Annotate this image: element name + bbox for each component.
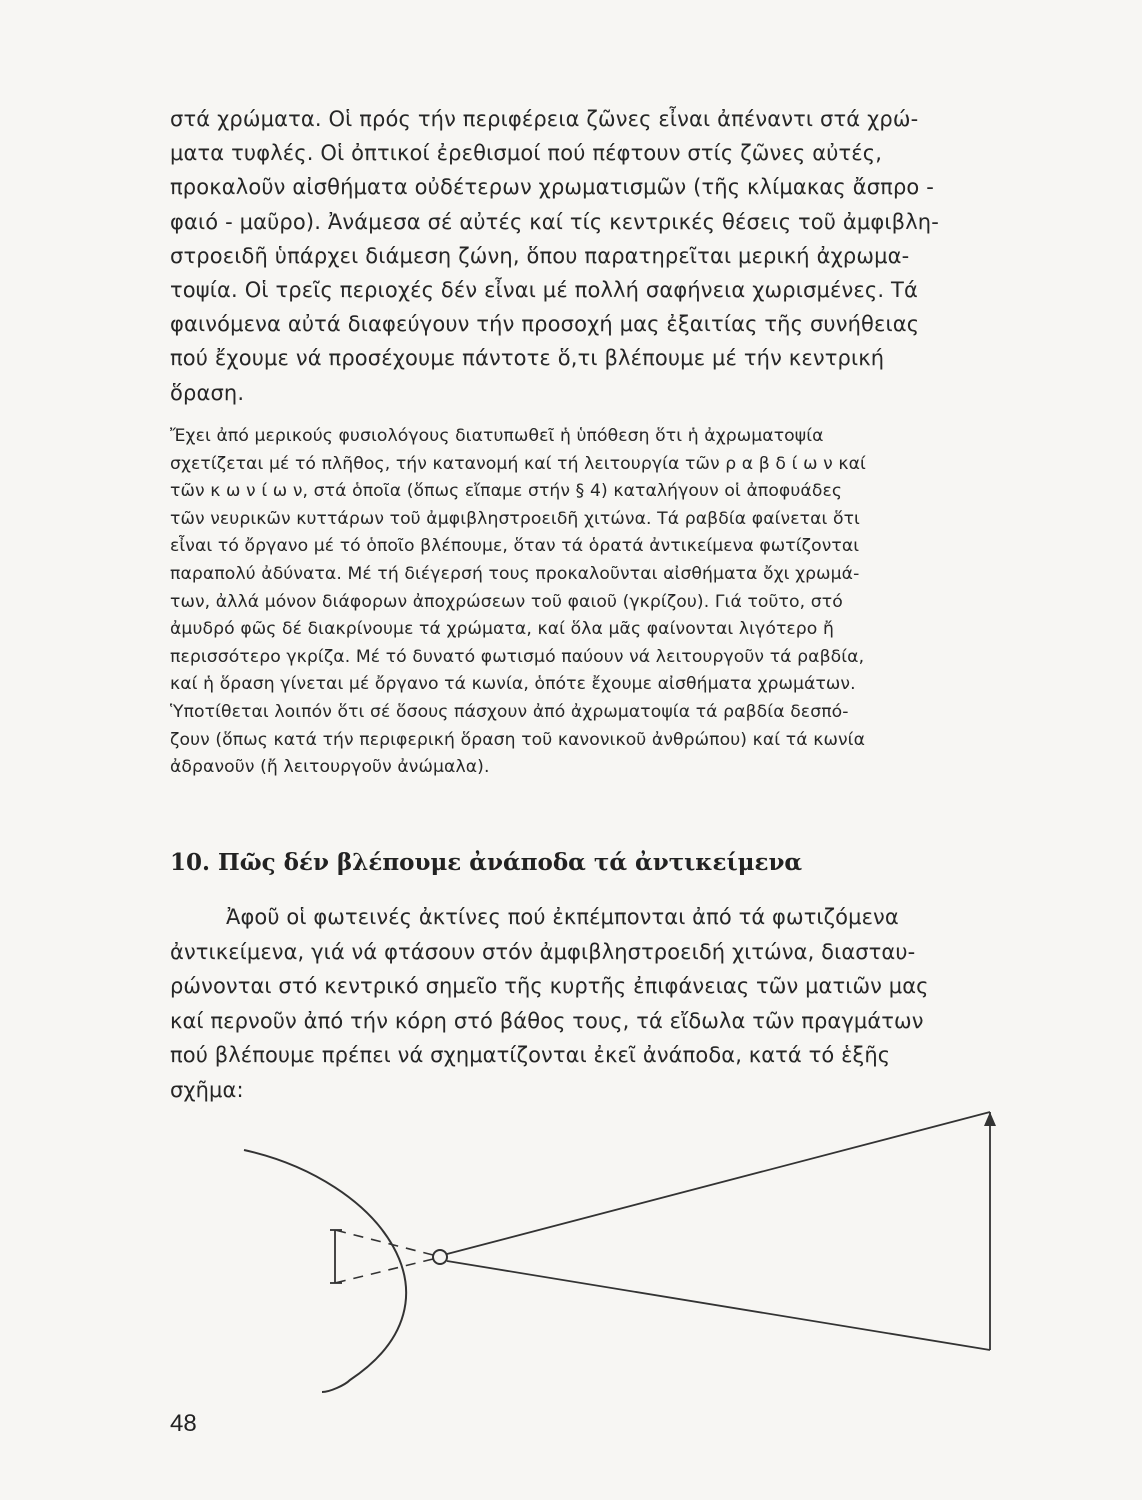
text-line: σχῆμα: (170, 1077, 244, 1102)
ray-upper (447, 1112, 990, 1254)
text-line: Ὑποτίθεται λοιπόν ὅτι σέ ὅσους πάσχουν ἀπό ἀχρωματοψία τά ραβδία δεσπό- (170, 701, 849, 722)
text-line: καί περνοῦν ἀπό τήν κόρη στό βάθος τους, τά εἴδωλα τῶν πραγμάτων (170, 1008, 924, 1033)
text-line: φαινόμενα αὐτά διαφεύγουν τήν προσοχή μας ἐξαιτίας τῆς συνήθειας (170, 312, 920, 337)
text-line: περισσότερο γκρίζα. Μέ τό δυνατό φωτισμό παύουν νά λειτουργοῦν τά ραβδία, (170, 646, 865, 667)
text-line: πού βλέπουμε πρέπει νά σχηματίζονται ἐκεῖ ἀνάποδα, κατά τό ἑξῆς (170, 1043, 891, 1068)
text-line: τοψία. Οἱ τρεῖς περιοχές δέν εἶναι μέ πολλή σαφήνεια χωρισμένες. Τά (170, 278, 918, 303)
text-line: εἶναι τό ὄργανο μέ τό ὁποῖο βλέπουμε, ὅταν τά ὁρατά ἀντικείμενα φωτίζονται (170, 536, 860, 557)
text-line: στροειδῆ ὑπάρχει διάμεση ζώνη, ὅπου παρατηρεῖται μερική ἀχρωμα- (170, 243, 910, 268)
text-line: προκαλοῦν αἰσθήματα οὐδέτερων χρωματισμῶν (τῆς κλίμακας ἄσπρο - (170, 175, 934, 200)
ray-lower (447, 1261, 990, 1350)
text-line: στά χρώματα. Οἱ πρός τήν περιφέρεια ζῶνες εἶναι ἀπέναντι στά χρώ- (170, 107, 919, 131)
ray-dashed-upper (335, 1259, 433, 1283)
pupil-point (433, 1250, 447, 1264)
text-line: ματα τυφλές. Οἱ ὀπτικοί ἐρεθισμοί πού πέφτουν στίς ζῶνες αὐτές, (170, 141, 883, 166)
text-line: ἀμυδρό φῶς δέ διακρίνουμε τά χρώματα, καί ὅλα μᾶς φαίνονται λιγότερο ἤ (170, 619, 834, 640)
text-line: Ἀφοῦ οἱ φωτεινές ἀκτίνες πού ἐκπέμπονται ἀπό τά φωτιζόμενα (226, 905, 899, 929)
section-heading: 10. Πῶς δέν βλέπουμε ἀνάποδα τά ἀντικείμενα (170, 849, 803, 876)
eye-retina-arc (244, 1150, 406, 1392)
text-line: ρώνονται στό κεντρικό σημεῖο τῆς κυρτῆς ἐπιφάνειας τῶν ματιῶν μας (170, 974, 929, 999)
text-line: Ἔχει ἀπό μερικούς φυσιολόγους διατυπωθεῖ ἡ ὑπόθεση ὅτι ἡ ἀχρωματοψία (170, 426, 824, 446)
text-line: καί ἡ ὅραση γίνεται μέ ὄργανο τά κωνία, ὁπότε ἔχουμε αἰσθήματα χρωμάτων. (170, 674, 856, 695)
text-line: ἀντικείμενα, γιά νά φτάσουν στόν ἀμφιβληστροειδή χιτώνα, διασταυ- (170, 939, 916, 964)
text-line: τῶν κ ω ν ί ω ν, στά ὁποῖα (ὅπως εἴπαμε στήν § 4) καταλήγουν οἱ ἀποφυάδες (170, 481, 843, 502)
object-arrow-head (984, 1112, 996, 1126)
text-line: ζουν (ὅπως κατά τήν περιφερική ὅραση τοῦ κανονικοῦ ἀνθρώπου) καί τά κωνία (170, 729, 865, 750)
text-line: ἀδρανοῦν (ἤ λειτουργοῦν ἀνώμαλα). (170, 757, 490, 778)
text-line: τῶν νευρικῶν κυττάρων τοῦ ἀμφιβληστροειδῆ χιτώνα. Τά ραβδία φαίνεται ὅτι (170, 508, 860, 529)
text-line: ὅραση. (170, 380, 245, 405)
text-line: φαιό - μαῦρο). Ἀνάμεσα σέ αὐτές καί τίς κεντρικές θέσεις τοῦ ἀμφιβλη- (170, 209, 939, 234)
text-line: παραπολύ ἀδύνατα. Μέ τή διέγερσή τους προκαλοῦνται αἰσθήματα ὄχι χρωμά- (170, 563, 860, 584)
text-line: των, ἀλλά μόνον διάφορων ἀποχρώσεων τοῦ φαιοῦ (γκρίζου). Γιά τοῦτο, στό (170, 591, 843, 612)
text-line: πού ἔχουμε νά προσέχουμε πάντοτε ὅ,τι βλέπουμε μέ τήν κεντρική (170, 346, 885, 371)
page-number: 48 (170, 1410, 197, 1437)
text-line: σχετίζεται μέ τό πλῆθος, τήν κατανομή καί τή λειτουργία τῶν ρ α β δ ί ω ν καί (170, 453, 866, 474)
